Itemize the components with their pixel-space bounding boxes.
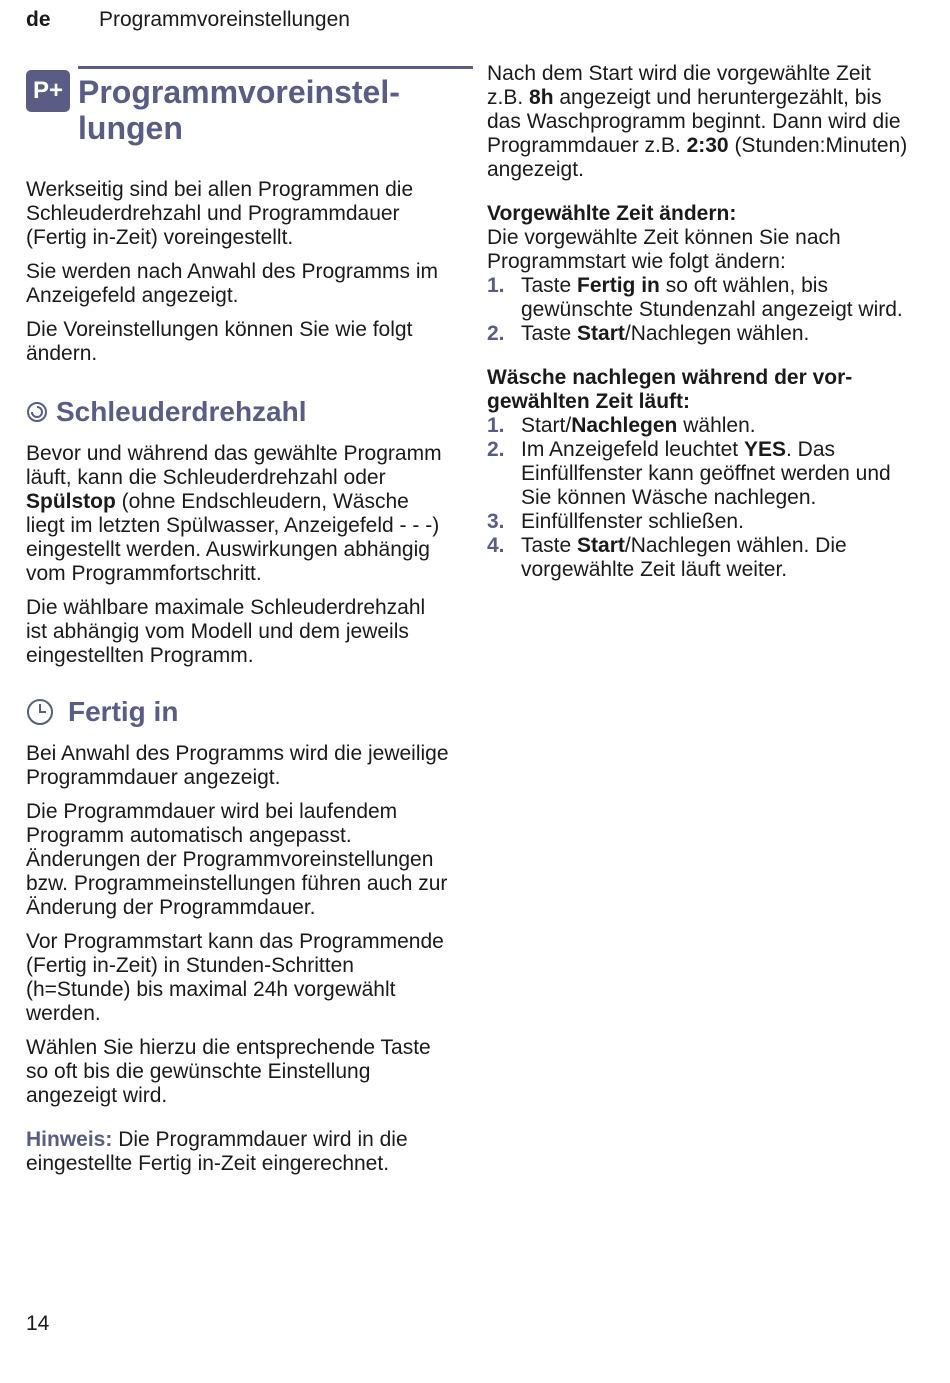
heading-rule	[78, 66, 473, 69]
list-item: 2. Taste Start/Nachlegen wählen.	[487, 322, 810, 345]
intro-paragraph-3: Die Voreinstellungen können Sie wie folgt ändern.	[26, 318, 413, 365]
intro-paragraph-1: Werkseitig sind bei allen Programmen die Schleuderdrehzahl und Programmdauer (Fertig in-Zeit) voreingestellt.	[26, 178, 414, 249]
header-title: Programmvoreinstellungen	[99, 8, 350, 31]
change-time-heading: Vorgewählte Zeit ändern:	[487, 202, 737, 225]
left-column	[26, 62, 450, 1186]
list-item: 2. Im Anzeigefeld leuchtet YES. Das Einfüllfenster kann geöffnet werden und Sie können Wäsche nachlegen.	[487, 438, 891, 509]
clock-icon	[26, 698, 54, 726]
header-language: de	[26, 8, 51, 31]
right-column	[487, 62, 912, 592]
finish-in-heading	[26, 696, 450, 728]
spin-paragraph-1: Bevor und während das gewählte Programm läuft, kann die Schleuderdrehzahl oder Spülstop (ohne Endschleudern, Wäsche liegt im letzten Spülwasser, Anzeigefeld - - -) eingestellt werden. Auswirkungen abhängig vom Programmfortschritt.	[26, 442, 442, 585]
finish-paragraph-1: Bei Anwahl des Programms wird die jeweilige Programmdauer angezeigt.	[26, 742, 449, 789]
spin-speed-heading	[26, 396, 450, 428]
list-item: 1. Taste Fertig in so oft wählen, bis gewünschte Stundenzahl angezeigt wird.	[487, 274, 903, 321]
finish-paragraph-2: Die Programmdauer wird bei laufendem Programm automatisch angepasst. Änderungen der Programmvoreinstellungen bzw. Programmeinstellungen führen auch zur Änderung der Programmdauer.	[26, 800, 448, 919]
page-number: 14	[26, 1312, 50, 1335]
list-item: 4. Taste Start/Nachlegen wählen. Die vorgewählte Zeit läuft weiter.	[487, 534, 847, 581]
list-item: 1. Start/Nachlegen wählen.	[487, 414, 756, 437]
page-title-line2: lungen	[78, 110, 183, 146]
program-preset-icon: P+	[26, 70, 70, 112]
finish-in-title: Fertig in	[68, 696, 179, 727]
intro-paragraph-2: Sie werden nach Anwahl des Programms im Anzeigefeld angezeigt.	[26, 260, 439, 307]
start-info-paragraph: Nach dem Start wird die vorgewählte Zeit z.B. 8h angezeigt und heruntergezählt, bis das Waschprogramm beginnt. Dann wird die Programmdauer z.B. 2:30 (Stunden:Minuten) angezeigt.	[487, 62, 908, 181]
reload-laundry-heading: Wäsche nachlegen während der vorgewählten Zeit läuft:	[487, 366, 853, 413]
note-label: Hinweis:	[26, 1128, 113, 1151]
spin-speed-title: Schleuderdrehzahl	[56, 396, 307, 427]
finish-paragraph-3: Vor Programmstart kann das Programmende (Fertig in-Zeit) in Stunden-Schritten (h=Stunde) bis maximal 24h vorgewählt werden.	[26, 930, 444, 1025]
spin-paragraph-2: Die wählbare maximale Schleuderdrehzahl ist abhängig vom Modell und dem jeweils eingestellten Programm.	[26, 596, 426, 667]
note-paragraph: Hinweis: Die Programmdauer wird in die eingestellte Fertig in-Zeit eingerechnet.	[26, 1128, 408, 1175]
page-title	[78, 74, 400, 146]
finish-paragraph-4: Wählen Sie hierzu die entsprechende Taste so oft bis die gewünschte Einstellung angezeigt wird.	[26, 1036, 431, 1107]
page-title-line1: Programmvoreinstel-	[78, 74, 400, 110]
change-time-steps	[487, 274, 912, 346]
spin-icon	[26, 401, 48, 423]
reload-laundry-steps	[487, 414, 912, 582]
change-time-text: Die vorgewählte Zeit können Sie nach Programmstart wie folgt ändern:	[487, 226, 841, 273]
list-item: 3. Einfüllfenster schließen.	[487, 510, 744, 533]
main-heading-block	[26, 62, 450, 178]
